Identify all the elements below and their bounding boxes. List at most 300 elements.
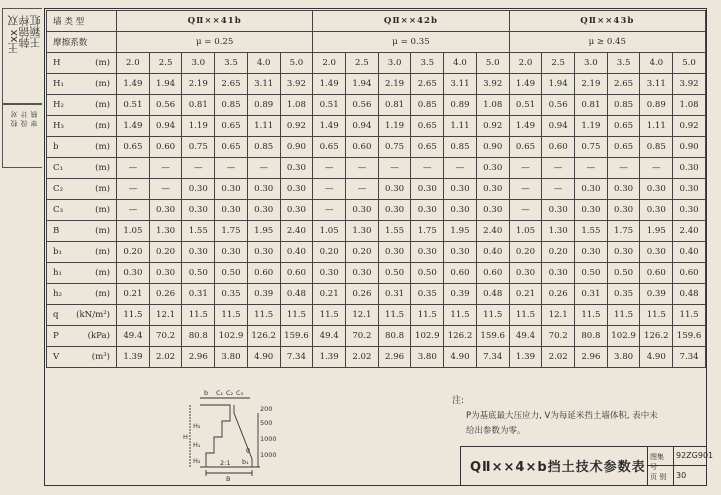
table-cell: 1.05 — [509, 221, 542, 242]
table-cell: 0.30 — [149, 200, 182, 221]
param-unit: (m) — [95, 247, 111, 257]
table-cell: 0.30 — [575, 179, 608, 200]
table-cell: 11.5 — [215, 305, 248, 326]
drawing-number: 92ZG901 — [676, 451, 714, 460]
table-cell: — — [346, 179, 379, 200]
table-cell: 4.90 — [640, 347, 673, 368]
param-name: C₂ — [53, 184, 64, 194]
table-cell: 0.35 — [411, 284, 444, 305]
table-cell: 3.80 — [215, 347, 248, 368]
table-cell: 2.96 — [378, 347, 411, 368]
page-label: 页 别 — [650, 473, 667, 481]
table-cell: 102.9 — [411, 326, 444, 347]
table-cell: 0.65 — [313, 137, 346, 158]
table-cell: 0.50 — [411, 263, 444, 284]
table-cell: 11.5 — [182, 305, 215, 326]
table-cell: — — [575, 158, 608, 179]
table-cell: 5.0 — [280, 53, 313, 74]
table-cell: 0.65 — [411, 116, 444, 137]
table-cell: 0.60 — [640, 263, 673, 284]
table-cell: — — [313, 179, 346, 200]
table-cell: 0.30 — [444, 179, 477, 200]
table-cell: 0.81 — [182, 95, 215, 116]
table-row — [47, 347, 706, 368]
table-cell: 1.95 — [444, 221, 477, 242]
table-cell: 3.11 — [444, 74, 477, 95]
table-cell: 2.5 — [149, 53, 182, 74]
diagram-label-1000b: 1000 — [260, 451, 277, 459]
table-row — [47, 200, 706, 221]
code-box — [647, 446, 714, 486]
table-cell: — — [444, 158, 477, 179]
table-cell: 0.30 — [378, 242, 411, 263]
table-cell: — — [215, 158, 248, 179]
param-unit: (m) — [95, 226, 111, 236]
table-cell: 1.11 — [640, 116, 673, 137]
table-cell: 4.0 — [247, 53, 280, 74]
role-review: 审 核 — [30, 111, 38, 128]
side-signature-panel — [2, 8, 42, 486]
table-row — [47, 74, 706, 95]
table-cell: 0.56 — [346, 95, 379, 116]
table-cell: 0.30 — [247, 179, 280, 200]
table-cell: 0.30 — [182, 200, 215, 221]
table-cell: 4.90 — [444, 347, 477, 368]
table-cell: 80.8 — [182, 326, 215, 347]
table-cell: 1.55 — [182, 221, 215, 242]
param-name: h₂ — [53, 289, 62, 299]
table-cell: 0.60 — [476, 263, 509, 284]
signature-1: 王xx 双 — [7, 15, 20, 54]
table-cell: 0.60 — [542, 137, 575, 158]
table-cell: 7.34 — [476, 347, 509, 368]
table-cell: 2.19 — [575, 74, 608, 95]
diagram-label-H: H — [183, 433, 188, 441]
table-cell: 0.60 — [280, 263, 313, 284]
param-unit: (m³) — [91, 352, 111, 362]
table-cell: 102.9 — [607, 326, 640, 347]
table-cell: 0.51 — [313, 95, 346, 116]
table-cell: 0.31 — [182, 284, 215, 305]
table-cell: 4.0 — [444, 53, 477, 74]
drawing-number-label: 图集号 — [650, 453, 664, 471]
table-cell: 2.02 — [346, 347, 379, 368]
param-name: C₁ — [53, 163, 64, 173]
role-check: 校 对 — [10, 111, 18, 128]
table-cell: 0.90 — [280, 137, 313, 158]
table-cell: 0.89 — [444, 95, 477, 116]
table-cell: — — [117, 179, 150, 200]
table-cell: 0.39 — [444, 284, 477, 305]
table-cell: 0.20 — [149, 242, 182, 263]
table-cell: 0.50 — [378, 263, 411, 284]
table-cell: 0.30 — [247, 200, 280, 221]
table-cell: 0.50 — [607, 263, 640, 284]
table-cell: 0.21 — [117, 284, 150, 305]
table-row — [47, 221, 706, 242]
page-number: 30 — [676, 471, 687, 480]
table-cell: — — [182, 158, 215, 179]
table-cell: — — [509, 200, 542, 221]
drawing-number-row — [648, 446, 714, 471]
drawing-title: QⅡ××4×b挡土技术参数表 — [470, 460, 646, 475]
param-name: B — [53, 226, 60, 236]
header-friction: 摩擦系数 — [47, 32, 117, 53]
param-name: H₂ — [53, 100, 64, 110]
table-cell: 11.5 — [313, 305, 346, 326]
table-cell: 0.60 — [444, 263, 477, 284]
table-cell: 2.0 — [313, 53, 346, 74]
table-cell: 2.0 — [117, 53, 150, 74]
table-cell: 159.6 — [476, 326, 509, 347]
row-label — [47, 242, 117, 263]
table-cell: 11.5 — [247, 305, 280, 326]
table-cell: 2.40 — [280, 221, 313, 242]
diagram-label-1000a: 1000 — [260, 435, 277, 443]
table-cell: 1.75 — [215, 221, 248, 242]
table-cell: 0.48 — [673, 284, 706, 305]
table-cell: 1.08 — [673, 95, 706, 116]
table-cell: 0.90 — [476, 137, 509, 158]
table-cell: 0.30 — [411, 200, 444, 221]
table-cell: 0.30 — [673, 158, 706, 179]
table-cell: 0.94 — [149, 116, 182, 137]
table-cell: 12.1 — [346, 305, 379, 326]
table-cell: — — [149, 179, 182, 200]
table-cell: 0.75 — [182, 137, 215, 158]
table-cell: 7.34 — [673, 347, 706, 368]
group-mu-1: μ = 0.25 — [117, 32, 313, 53]
parameter-table — [46, 10, 706, 368]
table-cell: 0.81 — [575, 95, 608, 116]
table-cell: 1.08 — [280, 95, 313, 116]
table-cell: 0.40 — [476, 242, 509, 263]
table-cell: — — [313, 200, 346, 221]
param-unit: (m) — [95, 184, 111, 194]
table-cell: 0.85 — [640, 137, 673, 158]
table-cell: 0.20 — [117, 242, 150, 263]
param-name: b — [53, 142, 59, 152]
table-cell: 11.5 — [575, 305, 608, 326]
table-cell: 70.2 — [149, 326, 182, 347]
table-cell: 3.92 — [673, 74, 706, 95]
group-name-3: QⅡ××43b — [509, 11, 705, 32]
table-cell: 0.65 — [411, 137, 444, 158]
diagram-label-b1: b₁ — [242, 458, 249, 466]
table-cell: 0.39 — [640, 284, 673, 305]
table-cell: 0.40 — [280, 242, 313, 263]
param-name: P — [53, 331, 59, 341]
param-unit: (m) — [95, 58, 111, 68]
table-cell: 0.30 — [607, 179, 640, 200]
table-cell: 0.65 — [215, 116, 248, 137]
table-cell: 5.0 — [673, 53, 706, 74]
table-cell: 0.30 — [673, 179, 706, 200]
table-cell: 11.5 — [509, 305, 542, 326]
table-cell: 0.30 — [215, 200, 248, 221]
diagram-label-H1: H₁ — [193, 441, 201, 449]
table-cell: 1.49 — [509, 116, 542, 137]
table-cell: — — [640, 158, 673, 179]
table-row — [47, 179, 706, 200]
table-cell: 0.30 — [476, 179, 509, 200]
table-cell: 0.30 — [444, 200, 477, 221]
param-name: q — [53, 310, 59, 320]
table-cell: 1.39 — [117, 347, 150, 368]
table-cell: 0.51 — [117, 95, 150, 116]
table-row — [47, 263, 706, 284]
diagram-label-H3: H₃ — [193, 422, 201, 430]
table-cell: 0.89 — [640, 95, 673, 116]
table-cell: 1.30 — [542, 221, 575, 242]
table-cell: 0.30 — [575, 242, 608, 263]
table-cell: 1.39 — [313, 347, 346, 368]
table-cell: 0.35 — [215, 284, 248, 305]
table-cell: 0.85 — [607, 95, 640, 116]
table-cell: 2.96 — [575, 347, 608, 368]
table-cell: 0.30 — [607, 200, 640, 221]
table-cell: 1.19 — [378, 116, 411, 137]
table-row — [47, 326, 706, 347]
table-cell: — — [411, 158, 444, 179]
diagram-label-c2: C₂ — [226, 389, 234, 397]
header-row-wall-type — [47, 11, 706, 32]
table-cell: 0.48 — [476, 284, 509, 305]
table-cell: 1.55 — [575, 221, 608, 242]
row-label — [47, 347, 117, 368]
table-cell: 2.65 — [215, 74, 248, 95]
table-cell: 102.9 — [215, 326, 248, 347]
table-cell: 1.08 — [476, 95, 509, 116]
row-label — [47, 116, 117, 137]
table-cell: 11.5 — [444, 305, 477, 326]
diagram-label-c1: C₁ — [216, 389, 224, 397]
table-cell: 0.39 — [247, 284, 280, 305]
table-cell: 0.26 — [346, 284, 379, 305]
table-cell: 2.5 — [542, 53, 575, 74]
table-cell: 0.85 — [444, 137, 477, 158]
table-cell: 0.30 — [346, 200, 379, 221]
table-row — [47, 137, 706, 158]
table-cell: 49.4 — [509, 326, 542, 347]
diagram-label-H2: H₂ — [193, 457, 201, 465]
roles-block — [2, 104, 42, 168]
table-cell: 1.49 — [117, 116, 150, 137]
table-cell: — — [542, 158, 575, 179]
table-cell: 1.94 — [149, 74, 182, 95]
table-cell: 0.30 — [575, 200, 608, 221]
table-cell: 1.49 — [313, 74, 346, 95]
table-cell: 11.5 — [117, 305, 150, 326]
table-cell: 11.5 — [378, 305, 411, 326]
table-cell: 3.0 — [378, 53, 411, 74]
table-cell: 0.65 — [607, 116, 640, 137]
table-cell: — — [346, 158, 379, 179]
table-cell: 0.51 — [509, 95, 542, 116]
table-cell: — — [607, 158, 640, 179]
header-row-friction — [47, 32, 706, 53]
table-cell: 70.2 — [346, 326, 379, 347]
table-cell: 0.30 — [280, 179, 313, 200]
table-cell: 0.75 — [378, 137, 411, 158]
table-row — [47, 284, 706, 305]
table-cell: 0.60 — [149, 137, 182, 158]
table-cell: 0.30 — [149, 263, 182, 284]
table-cell: 126.2 — [640, 326, 673, 347]
table-cell: 0.85 — [411, 95, 444, 116]
param-unit: (m) — [95, 121, 111, 131]
table-cell: 3.0 — [182, 53, 215, 74]
table-cell: 3.5 — [411, 53, 444, 74]
table-cell: 0.60 — [673, 263, 706, 284]
group-name-2: QⅡ××42b — [313, 11, 509, 32]
table-cell: 0.56 — [542, 95, 575, 116]
table-cell: 3.92 — [476, 74, 509, 95]
table-cell: 0.30 — [542, 263, 575, 284]
row-label — [47, 137, 117, 158]
param-unit: (kN/m²) — [76, 310, 111, 320]
table-cell: 0.20 — [542, 242, 575, 263]
table-cell: 0.30 — [411, 179, 444, 200]
table-cell: 0.30 — [378, 179, 411, 200]
table-cell: 0.30 — [313, 263, 346, 284]
table-cell: — — [117, 158, 150, 179]
table-cell: 12.1 — [542, 305, 575, 326]
table-cell: 3.11 — [247, 74, 280, 95]
table-cell: 0.30 — [509, 263, 542, 284]
diagram-label-500: 500 — [260, 419, 273, 427]
param-name: b₁ — [53, 247, 62, 257]
param-unit: (m) — [95, 142, 111, 152]
row-label — [47, 158, 117, 179]
table-cell: 0.30 — [411, 242, 444, 263]
table-cell: 3.5 — [215, 53, 248, 74]
table-cell: 4.0 — [640, 53, 673, 74]
table-cell: 1.55 — [378, 221, 411, 242]
table-cell: 0.60 — [247, 263, 280, 284]
table-cell: 1.39 — [509, 347, 542, 368]
table-cell: 0.31 — [575, 284, 608, 305]
table-cell: 0.30 — [346, 263, 379, 284]
table-cell: 0.26 — [542, 284, 575, 305]
table-cell: 2.40 — [476, 221, 509, 242]
table-cell: 7.34 — [280, 347, 313, 368]
table-cell: 1.11 — [444, 116, 477, 137]
table-cell: 0.65 — [509, 137, 542, 158]
table-cell: 0.20 — [346, 242, 379, 263]
table-cell: 2.40 — [673, 221, 706, 242]
param-name: H₁ — [53, 79, 64, 89]
table-cell: 3.80 — [411, 347, 444, 368]
table-cell: 1.94 — [346, 74, 379, 95]
table-cell: 80.8 — [575, 326, 608, 347]
table-cell: 126.2 — [247, 326, 280, 347]
group-name-1: QⅡ××41b — [117, 11, 313, 32]
table-cell: 0.30 — [607, 242, 640, 263]
table-cell: 0.30 — [280, 200, 313, 221]
table-cell: 0.21 — [509, 284, 542, 305]
table-cell: 11.5 — [640, 305, 673, 326]
table-cell: 159.6 — [673, 326, 706, 347]
table-cell: 0.30 — [182, 179, 215, 200]
table-cell: 0.30 — [640, 242, 673, 263]
table-cell: 0.30 — [476, 200, 509, 221]
signature-3: 王颖虹 — [29, 15, 42, 48]
signature-2: 韩锦梓 — [18, 15, 31, 48]
table-cell: 1.05 — [313, 221, 346, 242]
table-cell: 2.5 — [346, 53, 379, 74]
table-cell: 1.94 — [542, 74, 575, 95]
table-cell: 0.81 — [378, 95, 411, 116]
table-cell: 0.30 — [476, 158, 509, 179]
table-cell: 11.5 — [476, 305, 509, 326]
table-row — [47, 158, 706, 179]
param-unit: (m) — [95, 100, 111, 110]
param-name: V — [53, 352, 60, 362]
param-unit: (m) — [95, 268, 111, 278]
table-cell: 1.95 — [640, 221, 673, 242]
diagram-label-slope: 2:1 — [220, 459, 231, 467]
table-cell: 0.65 — [117, 137, 150, 158]
table-cell: 0.92 — [476, 116, 509, 137]
table-cell: 11.5 — [280, 305, 313, 326]
page-number-row — [648, 466, 707, 486]
table-cell: 0.30 — [640, 200, 673, 221]
table-cell: 12.1 — [149, 305, 182, 326]
table-cell: 0.94 — [346, 116, 379, 137]
table-row — [47, 116, 706, 137]
table-cell: 0.30 — [182, 242, 215, 263]
table-cell: 2.96 — [182, 347, 215, 368]
table-cell: 1.05 — [117, 221, 150, 242]
param-unit: (kPa) — [87, 331, 111, 341]
table-cell: 0.30 — [542, 200, 575, 221]
row-label — [47, 305, 117, 326]
table-cell: — — [313, 158, 346, 179]
table-cell: 3.0 — [575, 53, 608, 74]
table-cell: 5.0 — [476, 53, 509, 74]
table-cell: 3.5 — [607, 53, 640, 74]
diagram-label-b: b — [204, 389, 209, 397]
table-cell: 2.02 — [542, 347, 575, 368]
param-unit: (m) — [95, 289, 111, 299]
table-cell: 0.30 — [215, 179, 248, 200]
table-row — [47, 305, 706, 326]
table-cell: 126.2 — [444, 326, 477, 347]
table-cell: 0.26 — [149, 284, 182, 305]
table-cell: 3.11 — [640, 74, 673, 95]
table-cell: 0.20 — [313, 242, 346, 263]
table-cell: 80.8 — [378, 326, 411, 347]
table-cell: 0.31 — [378, 284, 411, 305]
table-cell: 0.40 — [673, 242, 706, 263]
table-cell: 0.48 — [280, 284, 313, 305]
table-cell: 49.4 — [313, 326, 346, 347]
table-cell: 1.95 — [247, 221, 280, 242]
table-cell: 1.19 — [182, 116, 215, 137]
table-cell: 1.75 — [607, 221, 640, 242]
table-cell: 0.65 — [215, 137, 248, 158]
table-cell: — — [149, 158, 182, 179]
row-label — [47, 74, 117, 95]
table-cell: 11.5 — [673, 305, 706, 326]
param-name: H₃ — [53, 121, 64, 131]
table-cell: 3.80 — [607, 347, 640, 368]
table-cell: 0.35 — [607, 284, 640, 305]
table-cell: 0.30 — [247, 242, 280, 263]
diagram-label-200: 200 — [260, 405, 273, 413]
table-cell: 0.21 — [313, 284, 346, 305]
